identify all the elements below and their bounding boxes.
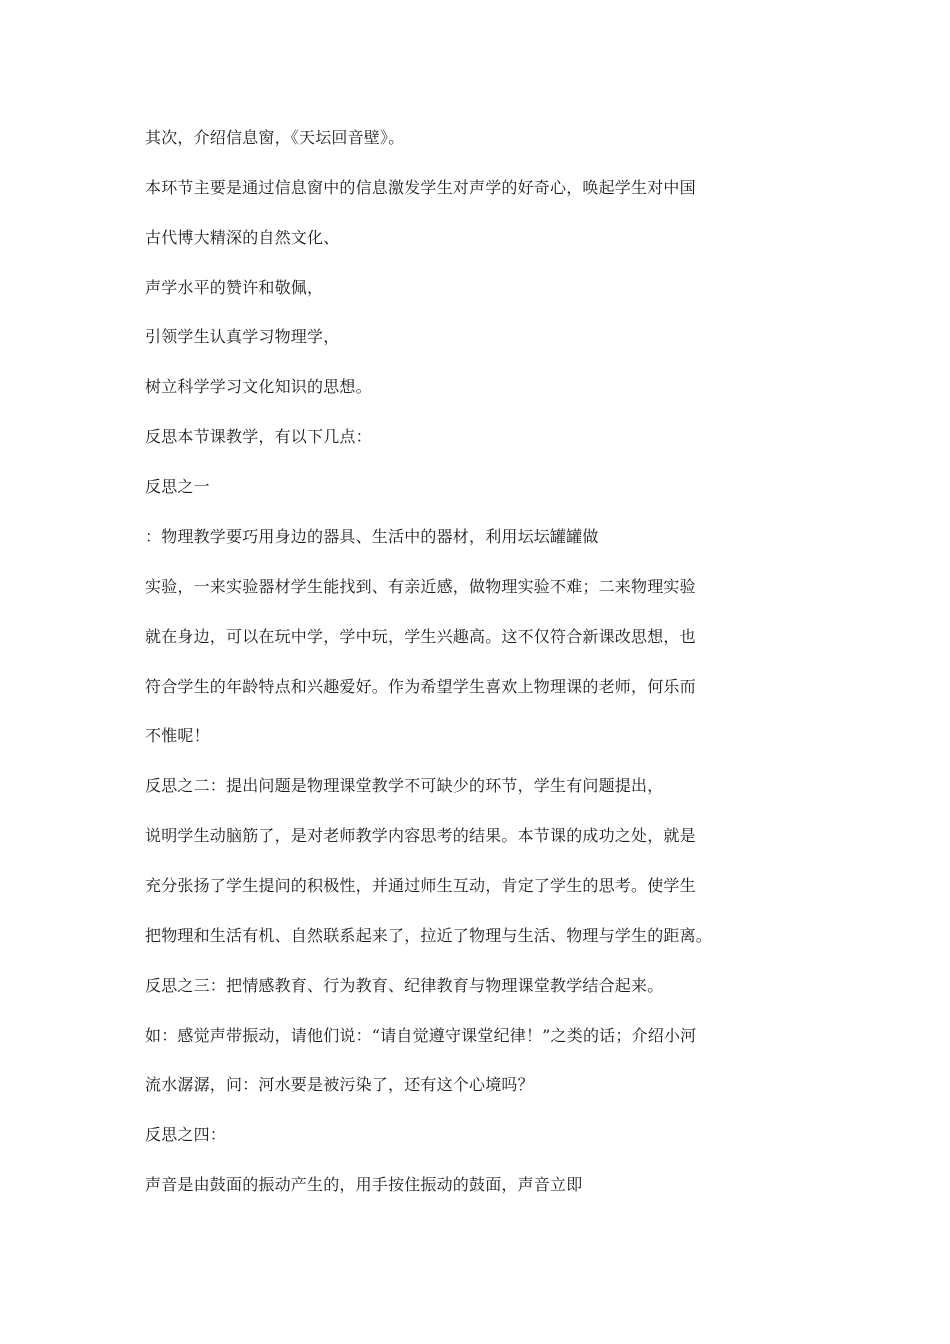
text-line: 实验，一来实验器材学生能找到、有亲近感，做物理实验不难；二来物理实验 [145, 577, 696, 596]
text-line: 把物理和生活有机、自然联系起来了，拉近了物理与生活、物理与学生的距离。 [145, 926, 713, 945]
text-line: 其次，介绍信息窗，《天坛回音壁》。 [145, 128, 405, 147]
text-line: 声学水平的赞许和敬佩， [145, 278, 324, 297]
text-line: 充分张扬了学生提问的积极性，并通过师生互动，肯定了学生的思考。使学生 [145, 876, 696, 895]
text-line: 反思之二：提出问题是物理课堂教学不可缺少的环节，学生有问题提出， [145, 776, 664, 795]
text-line: 反思本节课教学，有以下几点： [145, 427, 372, 446]
text-line: 说明学生动脑筋了，是对老师教学内容思考的结果。本节课的成功之处，就是 [145, 826, 696, 845]
text-line: 流水潺潺，问：河水要是被污染了，还有这个心境吗？ [145, 1075, 534, 1094]
text-line: ：物理教学要巧用身边的器具、生活中的器材，利用坛坛罐罐做 [145, 527, 599, 546]
text-line: 如：感觉声带振动，请他们说：“请自觉遵守课堂纪律！”之类的话；介绍小河 [145, 1026, 697, 1045]
text-line: 引领学生认真学习物理学， [145, 327, 340, 346]
text-line: 声音是由鼓面的振动产生的，用手按住振动的鼓面，声音立即 [145, 1175, 583, 1194]
section-heading: 反思之一 [145, 477, 210, 496]
text-line: 古代博大精深的自然文化、 [145, 228, 340, 247]
text-line: 树立科学学习文化知识的思想。 [145, 377, 372, 396]
text-line: 就在身边，可以在玩中学，学中玩，学生兴趣高。这不仅符合新课改思想，也 [145, 627, 696, 646]
text-line: 符合学生的年龄特点和兴趣爱好。作为希望学生喜欢上物理课的老师，何乐而 [145, 677, 696, 696]
text-line: 反思之三：把情感教育、行为教育、纪律教育与物理课堂教学结合起来。 [145, 976, 664, 995]
text-line: 不惟呢！ [145, 726, 210, 745]
section-heading: 反思之四： [145, 1125, 227, 1144]
text-line: 本环节主要是通过信息窗中的信息激发学生对声学的好奇心，唤起学生对中国 [145, 178, 696, 197]
